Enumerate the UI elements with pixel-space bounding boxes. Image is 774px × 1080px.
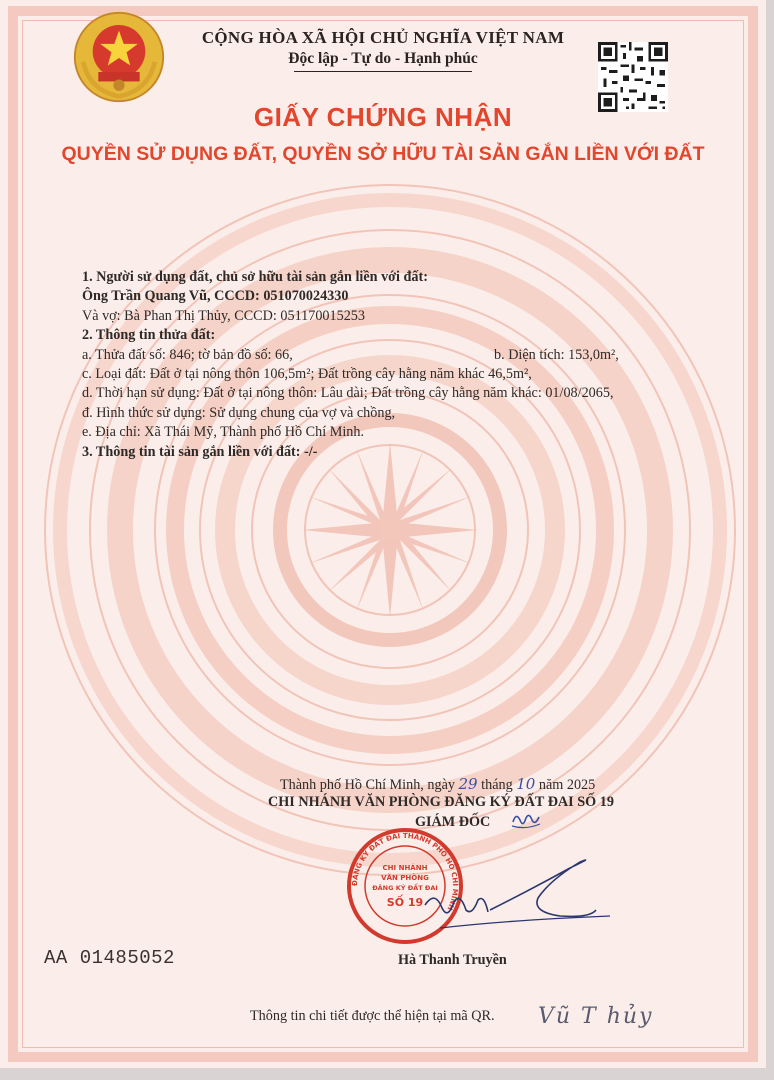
seal-center-line-2: VĂN PHÒNG bbox=[381, 874, 429, 882]
parcel-number: a. Thửa đất số: 846; tờ bản đồ số: 66, bbox=[82, 346, 293, 363]
month-label: tháng bbox=[481, 777, 513, 793]
assets-heading: 3. Thông tin tài sản gắn liền với đất: -/- bbox=[82, 443, 318, 460]
parcel-land-type: c. Loại đất: Đất ở tại nông thôn 106,5m²; Đất trồng cây hằng năm khác 46,5m², bbox=[82, 366, 532, 383]
seal-number: SỐ 19 bbox=[386, 896, 424, 909]
qr-note: Thông tin chi tiết được thể hiện tại mã QR. bbox=[250, 1008, 495, 1024]
parcel-term: d. Thời hạn sử dụng: Đất ở tại nông thôn: Lâu dài; Đất trồng cây hằng năm khác: 01/08/2065, bbox=[82, 385, 614, 402]
issue-month: 10 bbox=[516, 775, 536, 793]
date-prefix: Thành phố Hồ Chí Minh, ngày bbox=[280, 777, 455, 793]
issue-date-line bbox=[280, 775, 595, 794]
seal-center-line-1: CHI NHÁNH bbox=[382, 864, 428, 872]
owner-heading: 1. Người sử dụng đất, chủ sở hữu tài sản gắn liền với đất: bbox=[82, 269, 428, 285]
seal-ring-text: ĐĂNG KÝ ĐẤT ĐAI THÀNH PHỐ HỒ CHÍ MINH bbox=[350, 831, 460, 912]
nation-name: CỘNG HÒA XÃ HỘI CHỦ NGHĨA VIỆT NAM bbox=[201, 28, 565, 47]
issuing-office: CHI NHÁNH VĂN PHÒNG ĐĂNG KÝ ĐẤT ĐAI SỐ 19 bbox=[268, 794, 614, 810]
signer-name: Hà Thanh Truyền bbox=[398, 952, 507, 968]
serial-number: AA 01485052 bbox=[44, 947, 175, 969]
parcel-address: e. Địa chỉ: Xã Thái Mỹ, Thành phố Hồ Chí Minh. bbox=[82, 424, 365, 441]
certificate-body bbox=[82, 268, 702, 462]
parcel-area: b. Diện tích: 153,0m², bbox=[494, 346, 619, 363]
seal-center-line-3: ĐĂNG KÝ ĐẤT ĐAI bbox=[372, 884, 438, 892]
parcel-row-ab bbox=[82, 346, 702, 365]
national-motto: Độc lập - Tự do - Hạnh phúc bbox=[288, 50, 478, 67]
initial-mark-icon bbox=[510, 808, 542, 832]
handwritten-note: Vũ T hủy bbox=[538, 1004, 654, 1029]
issue-day: 29 bbox=[458, 775, 478, 793]
owner-holder: Ông Trần Quang Vũ, CCCD: 051070024330 bbox=[82, 288, 349, 305]
signer-position: GIÁM ĐỐC bbox=[415, 814, 491, 830]
certificate-subtitle: QUYỀN SỬ DỤNG ĐẤT, QUYỀN SỞ HỮU TÀI SẢN GẮN LIỀN VỚI ĐẤT bbox=[61, 143, 705, 165]
handwritten-signature-icon bbox=[420, 850, 620, 940]
owner-spouse: Và vợ: Bà Phan Thị Thủy, CCCD: 051170015253 bbox=[82, 307, 365, 324]
certificate-title: GIẤY CHỨNG NHẬN bbox=[253, 102, 513, 132]
parcel-heading: 2. Thông tin thửa đất: bbox=[82, 327, 216, 344]
year-label: năm 2025 bbox=[538, 777, 596, 793]
motto-underline bbox=[294, 71, 472, 72]
parcel-usage-form: đ. Hình thức sử dụng: Sử dụng chung của vợ và chồng, bbox=[82, 404, 396, 421]
